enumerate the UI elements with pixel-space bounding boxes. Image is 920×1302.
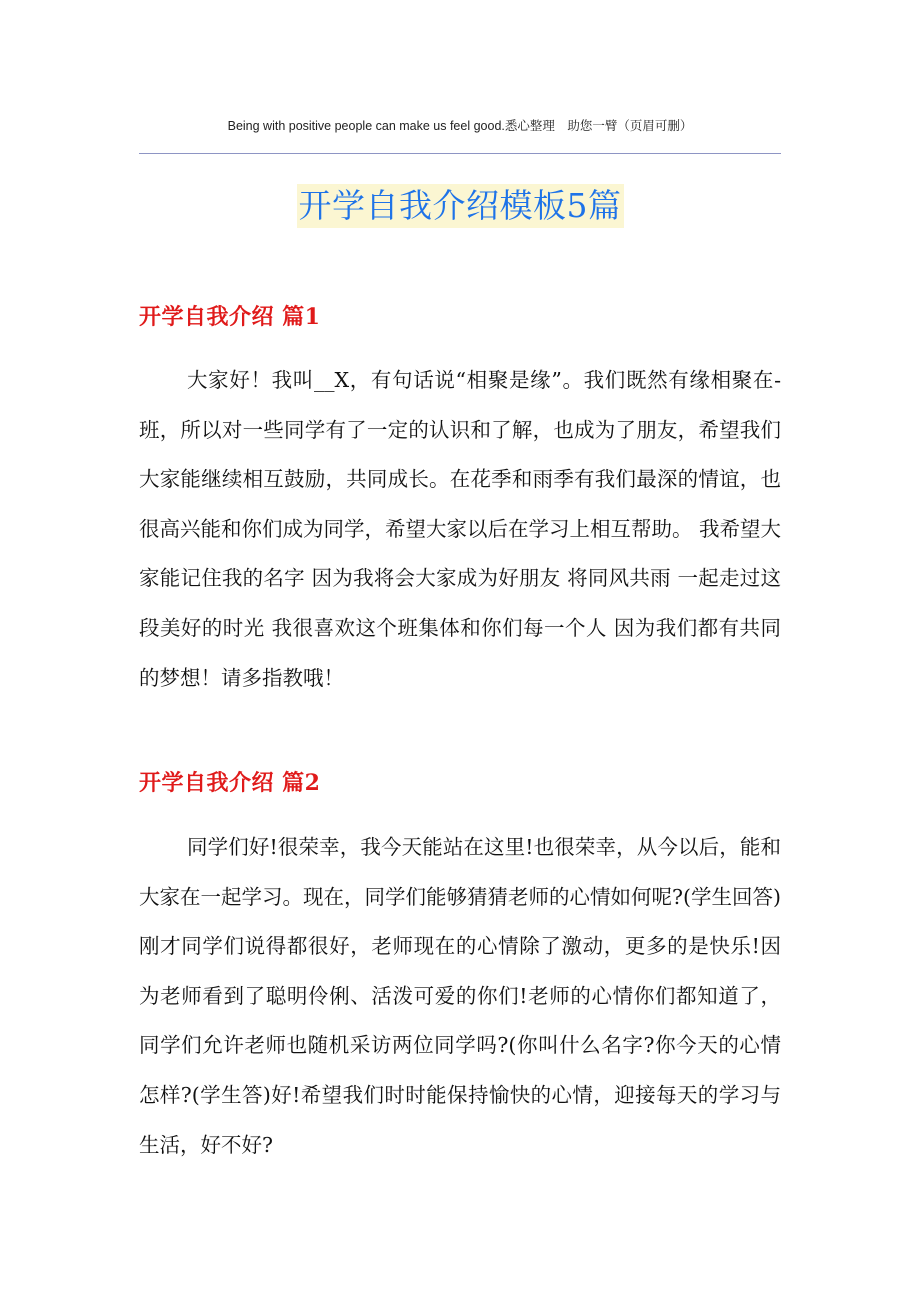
page-header-text: Being with positive people can make us feel good.悉心整理 助您一臂（页眉可删） (227, 119, 693, 133)
section-heading-2: 开学自我介绍 篇2 (139, 770, 321, 796)
section-paragraph-2: 同学们好!很荣幸，我今天能站在这里!也很荣幸，从今以后，能和大家在一起学习。现在，同学们能够猜猜老师的心情如何呢?(学生回答)刚才同学们说得都很好，老师现在的心情除了激动，更多的是快乐!因为老师看到了聪明伶俐、活泼可爱的你们!老师的心情你们都知道了，同学们允许老师也随机采访两位同学吗?(你叫什么名字?你今天的心情怎样?(学生答)好!希望我们时时能保持愉快的心情，迎接每天的学习与生活，好不好? (139, 835, 781, 1157)
document-title (0, 184, 920, 228)
section-paragraph-1: 大家好！我叫__X，有句话说“相聚是缘”。我们既然有缘相聚在-班，所以对一些同学有了一定的认识和了解，也成为了朋友，希望我们大家能继续相互鼓励，共同成长。在花季和雨季有我们最深的情谊，也很高兴能和你们成为同学，希望大家以后在学习上相互帮助。 我希望大家能记住我的名字 因为我将会大家成为好朋友 将同风共雨 一起走过这段美好的时光 我很喜欢这个班集体和你们每一个人 因为我们都有共同的梦想！请多指教哦！ (139, 368, 782, 690)
document-title-text: 开学自我介绍模板5篇 (297, 184, 624, 228)
section-heading-1: 开学自我介绍 篇1 (139, 304, 321, 330)
header-divider (139, 153, 781, 154)
